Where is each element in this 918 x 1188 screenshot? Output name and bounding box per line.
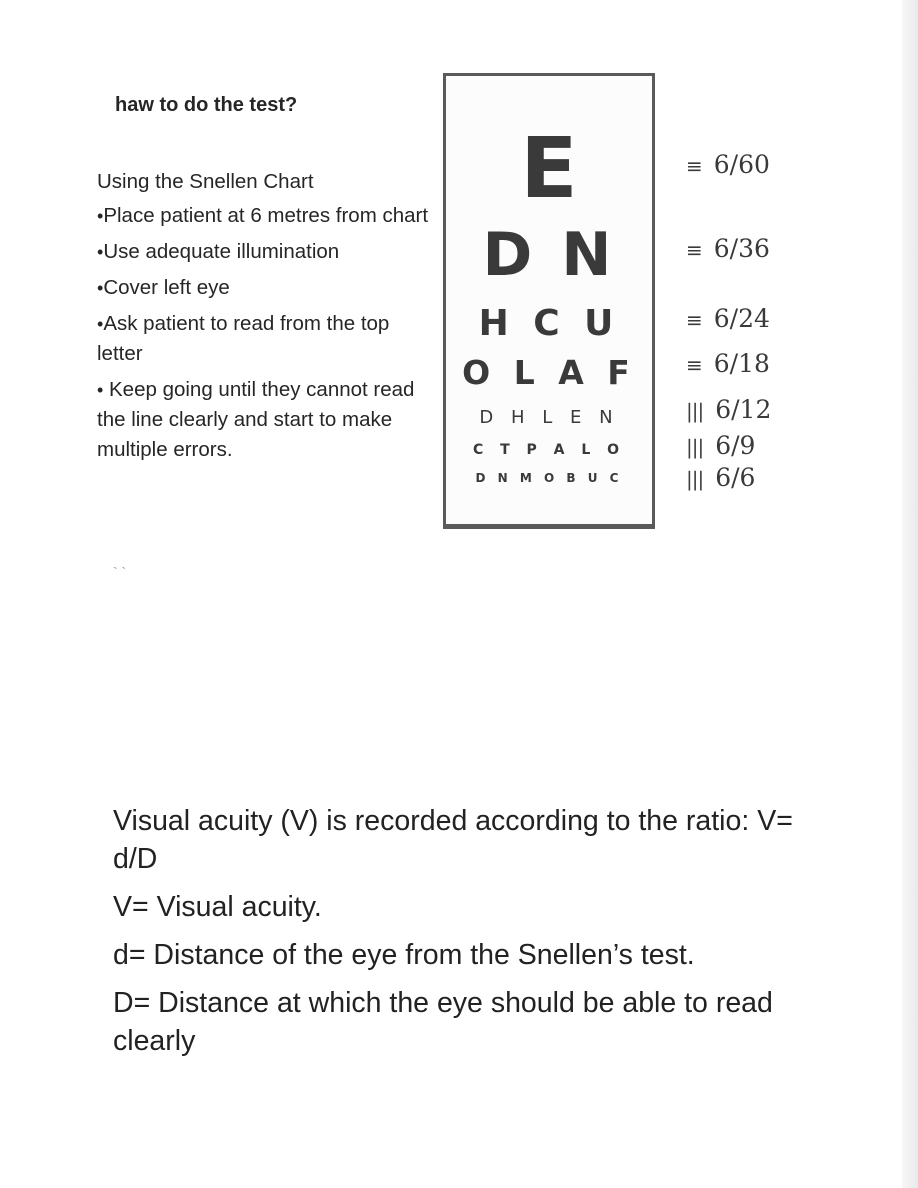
section-title: haw to do the test? bbox=[115, 94, 298, 116]
instructions-intro: Using the Snellen Chart bbox=[97, 170, 314, 193]
acuity-label-6-24 bbox=[686, 304, 770, 333]
bullet-icon: • bbox=[97, 278, 104, 298]
chart-row-2: D N bbox=[482, 220, 616, 290]
instruction-step bbox=[97, 273, 432, 303]
chart-row-6: C T P A L O bbox=[472, 442, 626, 458]
snellen-chart bbox=[443, 73, 655, 529]
instruction-step-text: Use adequate illumination bbox=[103, 240, 340, 263]
line-marker-icon: ||| bbox=[686, 467, 704, 491]
acuity-label-6-6 bbox=[686, 463, 755, 492]
line-marker-icon: ≡ bbox=[686, 353, 702, 377]
stray-mark: ` ` bbox=[113, 564, 127, 580]
bullet-icon: • bbox=[97, 380, 104, 400]
bullet-icon: • bbox=[97, 314, 104, 334]
instruction-step-text: Ask patient to read from the top letter bbox=[97, 312, 390, 365]
acuity-label-6-60 bbox=[686, 150, 770, 179]
formula-line: V= Visual acuity. bbox=[113, 891, 322, 923]
bullet-icon: • bbox=[97, 206, 104, 226]
acuity-label-6-9 bbox=[686, 431, 755, 460]
instruction-step bbox=[97, 309, 432, 369]
acuity-value: 6/9 bbox=[715, 431, 756, 460]
line-marker-icon: ≡ bbox=[686, 238, 702, 262]
instruction-step bbox=[97, 375, 432, 465]
line-marker-icon: ||| bbox=[686, 399, 704, 423]
acuity-value: 6/24 bbox=[713, 304, 770, 333]
instruction-step-text: Keep going until they cannot read the line clearly and start to make multiple errors. bbox=[97, 378, 415, 461]
line-marker-icon: ||| bbox=[686, 435, 704, 459]
acuity-label-6-18 bbox=[686, 349, 770, 378]
chart-row-3: H C U bbox=[478, 303, 620, 344]
chart-row-7: D N M O B U C bbox=[475, 471, 623, 485]
acuity-value: 6/12 bbox=[715, 395, 772, 424]
acuity-label-6-36 bbox=[686, 234, 770, 263]
formula-line: Visual acuity (V) is recorded according to the ratio: V= d/D bbox=[113, 805, 793, 875]
instruction-step bbox=[97, 201, 432, 231]
acuity-label-6-12 bbox=[686, 395, 771, 424]
chart-row-1: E bbox=[520, 119, 578, 217]
instruction-step-text: Place patient at 6 metres from chart bbox=[103, 204, 429, 227]
bullet-icon: • bbox=[97, 242, 104, 262]
line-marker-icon: ≡ bbox=[686, 154, 702, 178]
acuity-value: 6/36 bbox=[713, 234, 770, 263]
formula-line: D= Distance at which the eye should be able to read clearly bbox=[113, 987, 773, 1057]
test-instructions bbox=[97, 167, 432, 471]
page-edge-shadow bbox=[902, 0, 918, 1188]
acuity-formula-text bbox=[113, 802, 793, 1070]
acuity-value: 6/60 bbox=[713, 150, 770, 179]
acuity-value: 6/18 bbox=[713, 349, 770, 378]
acuity-value: 6/6 bbox=[715, 463, 756, 492]
chart-row-5: D H L E N bbox=[479, 407, 619, 428]
line-marker-icon: ≡ bbox=[686, 308, 702, 332]
instruction-step-text: Cover left eye bbox=[103, 276, 230, 299]
formula-line: d= Distance of the eye from the Snellen’s test. bbox=[113, 939, 695, 971]
instruction-step bbox=[97, 237, 432, 267]
chart-row-4: O L A F bbox=[462, 353, 636, 392]
